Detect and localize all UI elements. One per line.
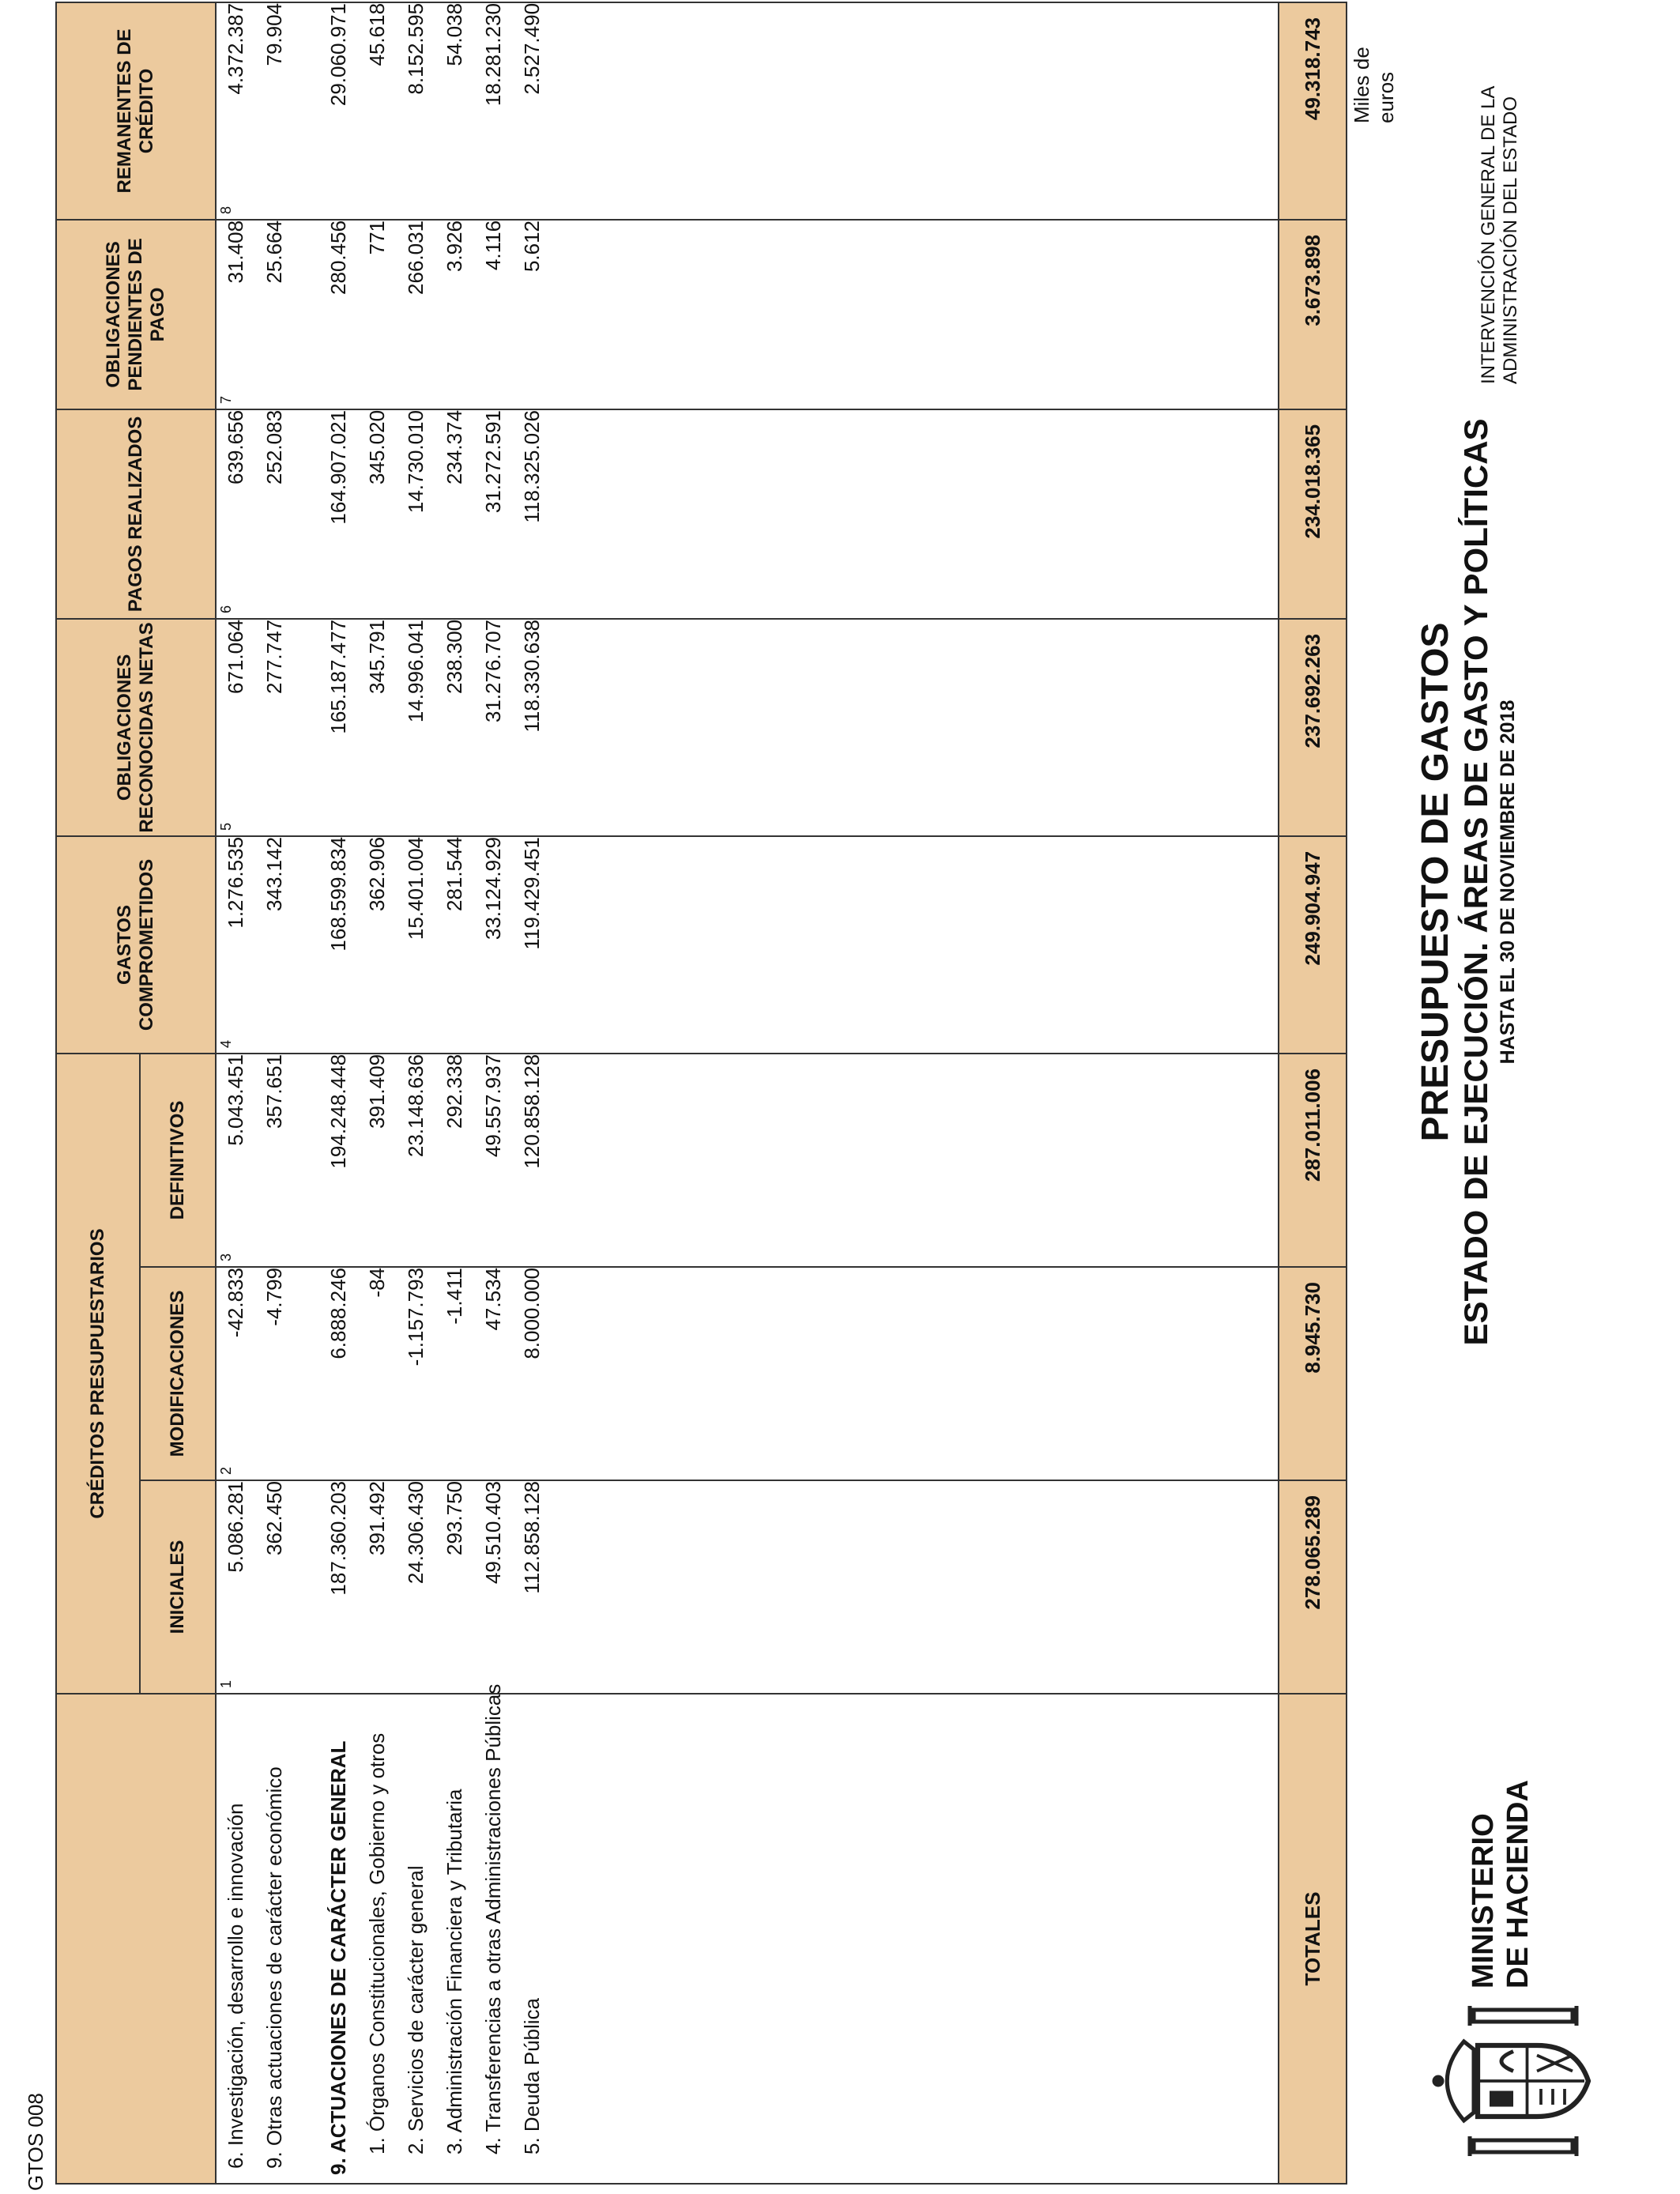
col-header-definitivos: DEFINITIVOS bbox=[140, 1054, 216, 1267]
document-code: GTOS 008 bbox=[24, 2093, 47, 2191]
cell-value: 120.858.128 bbox=[520, 1054, 544, 1169]
cell-value: 49.510.403 bbox=[481, 1481, 505, 1585]
col-header-pendientes: OBLIGACIONES PENDIENTES DE PAGO bbox=[56, 220, 216, 409]
agency-line-2: ADMINISTRACIÓN DEL ESTADO bbox=[1500, 96, 1521, 384]
cell-value: 357.651 bbox=[262, 1054, 286, 1129]
total-value: 278.065.289 bbox=[1279, 1480, 1347, 1694]
cell-value: 168.599.834 bbox=[326, 836, 350, 952]
cell-value: 23.148.636 bbox=[404, 1054, 428, 1158]
column-number: 2 bbox=[218, 1466, 234, 1475]
col-comprometidos bbox=[216, 836, 1279, 1054]
col-definitivos bbox=[216, 1054, 1279, 1267]
cell-value: 391.409 bbox=[365, 1054, 389, 1129]
cell-value: 5.043.451 bbox=[224, 1054, 247, 1146]
col-iniciales bbox=[216, 1480, 1279, 1694]
column-number: 7 bbox=[218, 395, 234, 404]
cell-value: 5.086.281 bbox=[224, 1481, 247, 1573]
cell-value: 671.064 bbox=[224, 619, 247, 694]
report-date: HASTA EL 30 DE NOVIEMBRE DE 2018 bbox=[1497, 699, 1519, 1065]
cell-value: 292.338 bbox=[443, 1054, 466, 1129]
cell-value: 54.038 bbox=[443, 2, 466, 66]
cell-value: 15.401.004 bbox=[404, 836, 428, 941]
header-row-1 bbox=[56, 2, 140, 2184]
column-number: 3 bbox=[218, 1253, 234, 1261]
cell-value: 280.456 bbox=[326, 220, 350, 295]
cell-value: -1.411 bbox=[443, 1268, 466, 1325]
cell-value: 79.904 bbox=[262, 2, 286, 66]
col-pagos bbox=[216, 409, 1279, 619]
col-pendientes bbox=[216, 220, 1279, 409]
total-value: 249.904.947 bbox=[1279, 836, 1347, 1054]
cell-value: 119.429.451 bbox=[520, 836, 544, 950]
cell-value: 4.116 bbox=[481, 220, 505, 271]
cell-value: 252.083 bbox=[262, 409, 286, 484]
cell-value: -42.833 bbox=[224, 1268, 247, 1338]
cell-value: 187.360.203 bbox=[326, 1481, 350, 1596]
cell-value: 1.276.535 bbox=[224, 836, 247, 929]
cell-value: 345.791 bbox=[365, 619, 389, 694]
cell-value: 118.330.638 bbox=[520, 619, 544, 733]
row-label: 9. Otras actuaciones de carácter económico bbox=[262, 1766, 286, 2169]
cell-value: 8.000.000 bbox=[520, 1268, 544, 1359]
cell-value: 266.031 bbox=[404, 220, 428, 295]
label-column-header bbox=[56, 1694, 216, 2184]
row-label: 3. Administración Financiera y Tributaria bbox=[443, 1789, 466, 2154]
agency-line-1: INTERVENCIÓN GENERAL DE LA bbox=[1478, 85, 1499, 384]
cell-value: 49.557.937 bbox=[481, 1054, 505, 1158]
cell-value: 31.408 bbox=[224, 220, 247, 284]
cell-value: 771 bbox=[365, 220, 389, 255]
ministry-line-2: DE HACIENDA bbox=[1501, 1780, 1535, 1989]
total-value: 3.673.898 bbox=[1279, 220, 1347, 409]
cell-value: 194.248.448 bbox=[326, 1054, 350, 1169]
column-number: 8 bbox=[218, 205, 234, 214]
cell-value: 391.492 bbox=[365, 1481, 389, 1555]
total-value: 234.018.365 bbox=[1279, 409, 1347, 619]
cell-value: 639.656 bbox=[224, 409, 247, 484]
report-title: PRESUPUESTO DE GASTOS bbox=[1414, 622, 1456, 1142]
cell-value: 281.544 bbox=[443, 836, 466, 911]
budget-table bbox=[55, 2, 1347, 2185]
agency-name bbox=[1478, 86, 1522, 384]
column-number: 5 bbox=[218, 822, 234, 831]
totals-row bbox=[1279, 2, 1347, 2184]
cell-value: 6.888.246 bbox=[326, 1268, 350, 1359]
creditos-group-header: CRÉDITOS PRESUPUESTARIOS bbox=[56, 1054, 140, 1694]
cell-value: 238.300 bbox=[443, 619, 466, 694]
cell-value: 4.372.387 bbox=[224, 2, 247, 95]
cell-value: 293.750 bbox=[443, 1481, 466, 1555]
total-value: 287.011.006 bbox=[1279, 1054, 1347, 1267]
row-label: 6. Investigación, desarrollo e innovación bbox=[224, 1803, 247, 2169]
total-value: 237.692.263 bbox=[1279, 619, 1347, 836]
column-number: 4 bbox=[218, 1039, 234, 1048]
cell-value: 5.612 bbox=[520, 220, 544, 273]
column-number: 6 bbox=[218, 605, 234, 613]
row-labels bbox=[216, 1683, 1279, 2184]
cell-value: 362.906 bbox=[365, 836, 389, 911]
col-header-remanentes: REMANENTES DE CRÉDITO bbox=[56, 2, 216, 220]
cell-value: 362.450 bbox=[262, 1481, 286, 1555]
row-label: 4. Transferencias a otras Administraciones Públicas bbox=[481, 1683, 505, 2154]
cell-value: -4.799 bbox=[262, 1268, 286, 1326]
total-value: 8.945.730 bbox=[1279, 1267, 1347, 1480]
cell-value: 234.374 bbox=[443, 409, 466, 484]
cell-value: 345.020 bbox=[365, 409, 389, 484]
table-body bbox=[216, 2, 1279, 2184]
report-subtitle: ESTADO DE EJECUCIÓN. ÁREAS DE GASTO Y POLÍTICAS bbox=[1457, 418, 1494, 1346]
units-label: Miles de euros bbox=[1350, 47, 1398, 123]
cell-value: 25.664 bbox=[262, 220, 286, 284]
ministry-line-1: MINISTERIO bbox=[1467, 1813, 1500, 1989]
cell-value: 18.281.230 bbox=[481, 2, 505, 107]
cell-value: 14.730.010 bbox=[404, 409, 428, 514]
row-label: 5. Deuda Pública bbox=[520, 1997, 544, 2154]
cell-value: 165.187.477 bbox=[326, 619, 350, 734]
col-obligaciones bbox=[216, 619, 1279, 836]
row-label: 2. Servicios de carácter general bbox=[404, 1865, 428, 2154]
col-remanentes bbox=[216, 2, 1279, 220]
cell-value: -1.157.793 bbox=[404, 1268, 428, 1367]
cell-value: 164.907.021 bbox=[326, 409, 350, 525]
section-label: 9. ACTUACIONES DE CARÁCTER GENERAL bbox=[326, 1740, 350, 2175]
cell-value: 2.527.490 bbox=[520, 2, 544, 95]
col-header-iniciales: INICIALES bbox=[140, 1480, 216, 1694]
column-number: 1 bbox=[218, 1679, 234, 1688]
cell-value: 3.926 bbox=[443, 220, 466, 273]
row-label: 1. Órganos Constitucionales, Gobierno y otros bbox=[365, 1732, 389, 2154]
cell-value: 47.534 bbox=[481, 1268, 505, 1331]
report-title-block bbox=[1414, 408, 1520, 1356]
cell-value: 33.124.929 bbox=[481, 836, 505, 941]
col-header-obligaciones: OBLIGACIONES RECONOCIDAS NETAS bbox=[56, 619, 216, 836]
total-value: 49.318.743 bbox=[1279, 2, 1347, 220]
cell-value: 24.306.430 bbox=[404, 1481, 428, 1585]
cell-value: 277.747 bbox=[262, 619, 286, 694]
cell-value: 14.996.041 bbox=[404, 619, 428, 723]
col-header-modificaciones: MODIFICACIONES bbox=[140, 1267, 216, 1480]
cell-value: 112.858.128 bbox=[520, 1481, 544, 1594]
cell-value: 45.618 bbox=[365, 2, 389, 66]
col-header-comprometidos: GASTOS COMPROMETIDOS bbox=[56, 836, 216, 1054]
cell-value: 118.325.026 bbox=[520, 409, 544, 523]
col-modificaciones bbox=[216, 1267, 1279, 1480]
cell-value: 343.142 bbox=[262, 836, 286, 911]
ministry-name bbox=[1466, 1780, 1535, 1989]
cell-value: 31.276.707 bbox=[481, 619, 505, 723]
cell-value: 8.152.595 bbox=[404, 2, 428, 95]
col-header-pagos: PAGOS REALIZADOS bbox=[56, 409, 216, 619]
coat-of-arms-icon bbox=[1414, 1982, 1612, 2180]
cell-value: 31.272.591 bbox=[481, 409, 505, 514]
cell-value: -84 bbox=[365, 1268, 389, 1298]
totals-label: TOTALES bbox=[1279, 1694, 1347, 2184]
cell-value: 29.060.971 bbox=[326, 2, 350, 107]
